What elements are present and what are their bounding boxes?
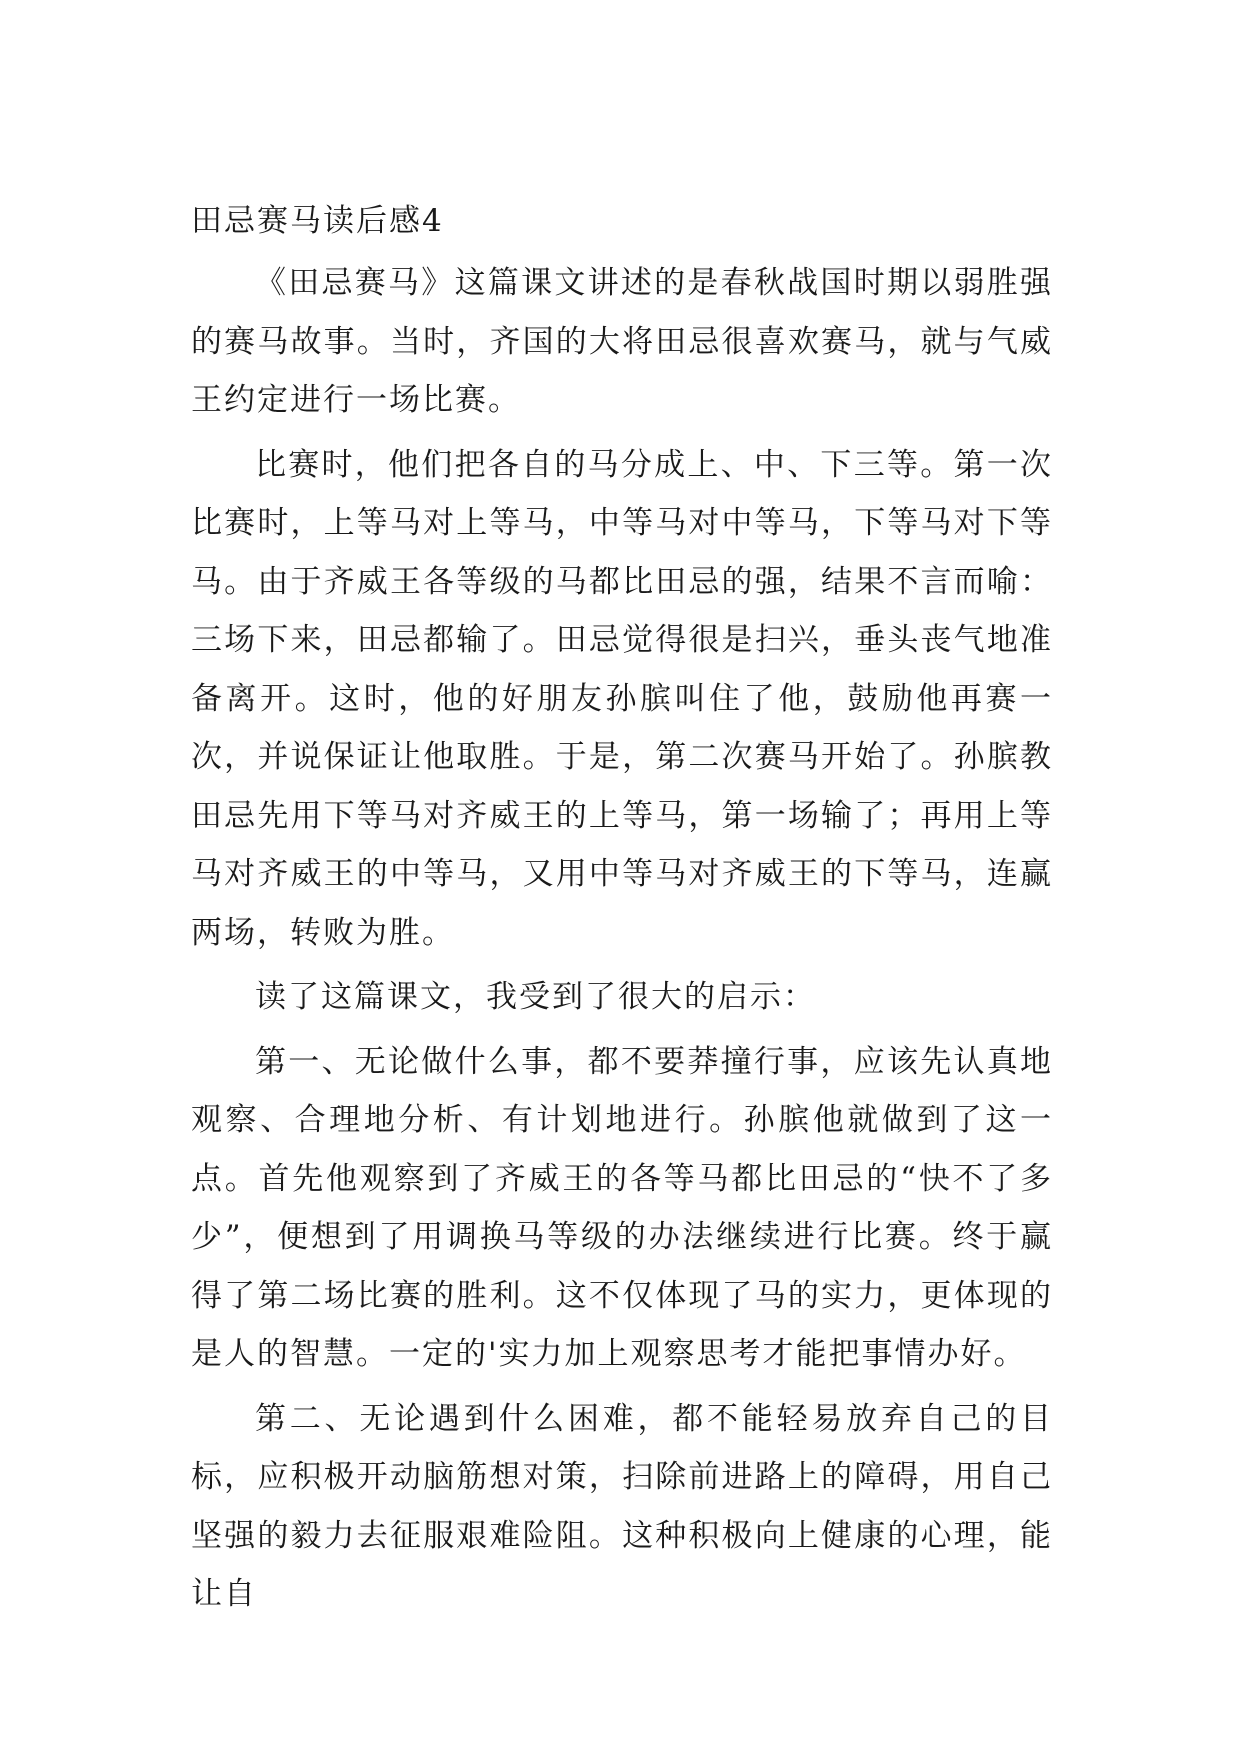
paragraph-2: 比赛时，他们把各自的马分成上、中、下三等。第一次比赛时，上等马对上等马，中等马对中等马，下等马对下等马。由于齐威王各等级的马都比田忌的强，结果不言而喻：三场下来，田忌都输了。田忌觉得很是扫兴，垂头丧气地准备离开。这时，他的好朋友孙膑叫住了他，鼓励他再赛一次，并说保证让他取胜。于是，第二次赛马开始了。孙膑教田忌先用下等马对齐威王的上等马，第一场输了；再用上等马对齐威王的中等马，又用中等马对齐威王的下等马，连赢两场，转败为胜。 bbox=[191, 446, 1053, 951]
document-page bbox=[191, 196, 1053, 1630]
paragraph-3: 读了这篇课文，我受到了很大的启示： bbox=[255, 979, 816, 1015]
document-title: 田忌赛马读后感4 bbox=[191, 203, 444, 239]
paragraph-1: 《田忌赛马》这篇课文讲述的是春秋战国时期以弱胜强的赛马故事。当时，齐国的大将田忌很喜欢赛马，就与气威王约定进行一场比赛。 bbox=[191, 265, 1053, 418]
paragraph-4: 第一、无论做什么事，都不要莽撞行事，应该先认真地观察、合理地分析、有计划地进行。孙膑他就做到了这一点。首先他观察到了齐威王的各等马都比田忌的“快不了多少”，便想到了用调换马等级的办法继续进行比赛。终于赢得了第二场比赛的胜利。这不仅体现了马的实力，更体现的是人的智慧。一定的'实力加上观察思考才能把事情办好。 bbox=[191, 1043, 1053, 1372]
paragraph-5: 第二、无论遇到什么困难，都不能轻易放弃自己的目标，应积极开动脑筋想对策，扫除前进路上的障碍，用自己坚强的毅力去征服艰难险阻。这种积极向上健康的心理，能让自 bbox=[191, 1400, 1053, 1612]
